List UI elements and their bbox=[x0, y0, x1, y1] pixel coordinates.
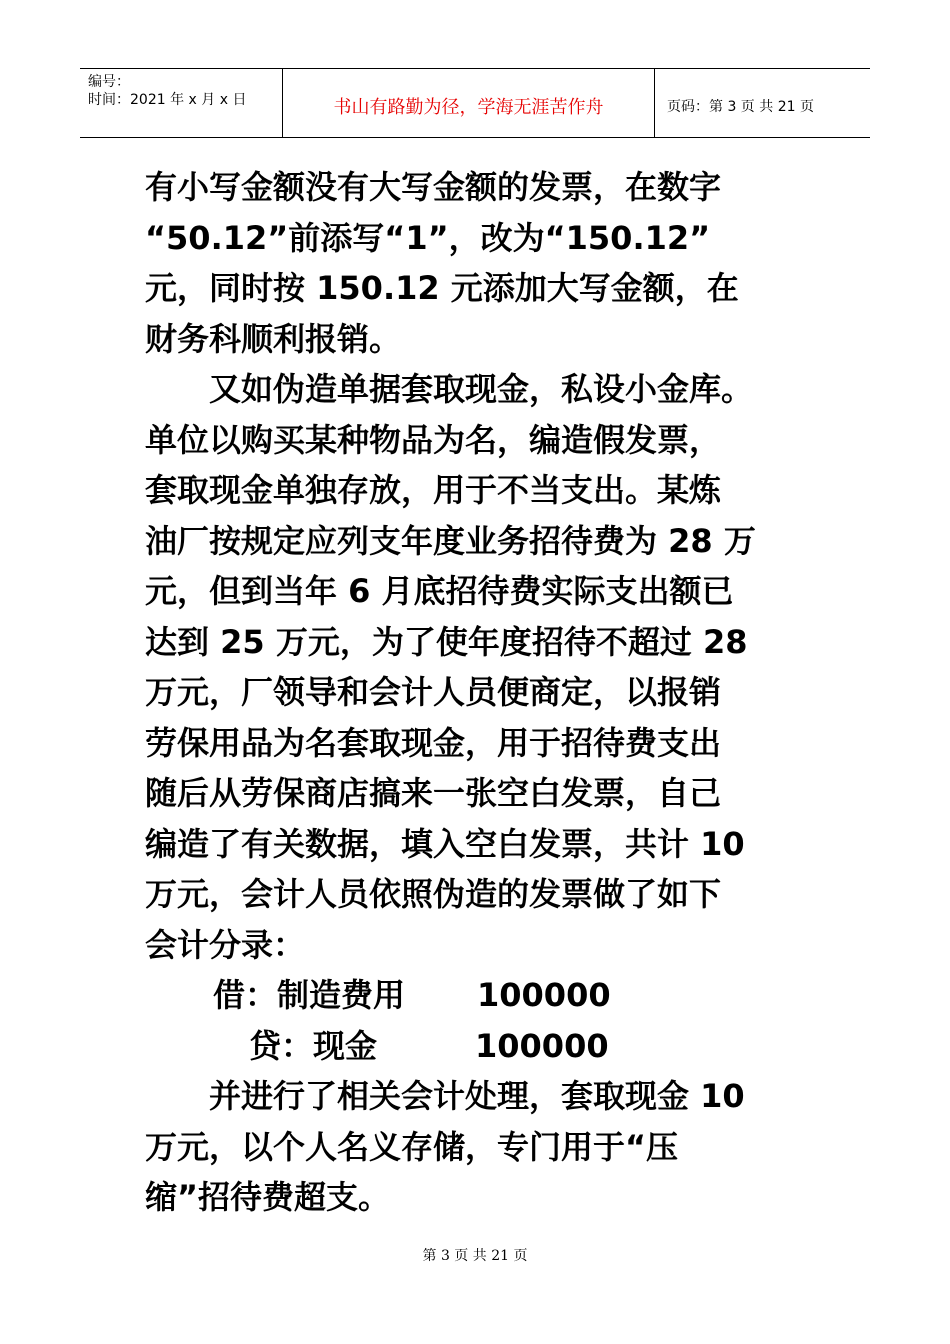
header-motto bbox=[282, 69, 655, 137]
body-line: 有小写金额没有大写金额的发票，在数字 bbox=[145, 168, 722, 206]
journal-entry-debit bbox=[145, 970, 845, 1021]
page-footer bbox=[0, 1245, 950, 1265]
body-line: 万元，会计人员依照伪造的发票做了如下 bbox=[145, 875, 722, 913]
page-info-text: 页码：第 3 页 共 21 页 bbox=[667, 99, 814, 115]
footer-page-number: 第 3 页 共 21 页 bbox=[422, 1248, 528, 1264]
body-line: 劳保用品为名套取现金，用于招待费支出 bbox=[145, 723, 722, 762]
body-line: 编造了有关数据，填入空白发票，共计 10 bbox=[145, 824, 745, 863]
body-line: 并进行了相关会计处理，套取现金 10 bbox=[145, 1077, 745, 1115]
body-line: 缩”招待费超支。 bbox=[145, 1178, 391, 1216]
number-label: 编号： bbox=[88, 74, 130, 90]
body-line: 套取现金单独存放，用于不当支出。某炼 bbox=[145, 471, 722, 509]
page-header bbox=[80, 68, 870, 138]
body-line: 元，但到当年 6 月底招待费实际支出额已 bbox=[145, 572, 734, 610]
body-line: 油厂按规定应列支年度业务招待费为 28 万 bbox=[145, 521, 756, 560]
body-line: 单位以购买某种物品为名，编造假发票， bbox=[145, 420, 722, 459]
entry-account: 借：制造费用 bbox=[213, 976, 406, 1014]
time-label: 时间：2021 年 x 月 x 日 bbox=[88, 92, 247, 108]
body-line: 元，同时按 150.12 元添加大写金额，在 bbox=[145, 269, 739, 307]
body-line: 又如伪造单据套取现金，私设小金库。 bbox=[145, 370, 754, 408]
header-meta bbox=[80, 69, 282, 137]
header-page-info bbox=[655, 69, 870, 137]
motto-text: 书山有路勤为径，学海无涯苦作舟 bbox=[333, 97, 604, 118]
body-line: 随后从劳保商店搞来一张空白发票，自己 bbox=[145, 774, 722, 812]
body-line: “50.12”前添写“1”，改为“150.12” bbox=[145, 218, 711, 257]
entry-account: 贷：现金 bbox=[249, 1026, 378, 1065]
entry-amount: 100000 bbox=[475, 1026, 609, 1065]
journal-entry-credit bbox=[145, 1021, 845, 1072]
body-line: 万元，以个人名义存储，专门用于“压 bbox=[145, 1127, 679, 1166]
document-body bbox=[145, 162, 845, 1223]
body-line: 会计分录： bbox=[145, 925, 306, 964]
entry-amount: 100000 bbox=[477, 976, 611, 1014]
body-line: 财务科顺利报销。 bbox=[145, 319, 402, 358]
body-line: 万元，厂领导和会计人员便商定，以报销 bbox=[145, 673, 722, 711]
body-line: 达到 25 万元，为了使年度招待不超过 28 bbox=[145, 622, 748, 661]
